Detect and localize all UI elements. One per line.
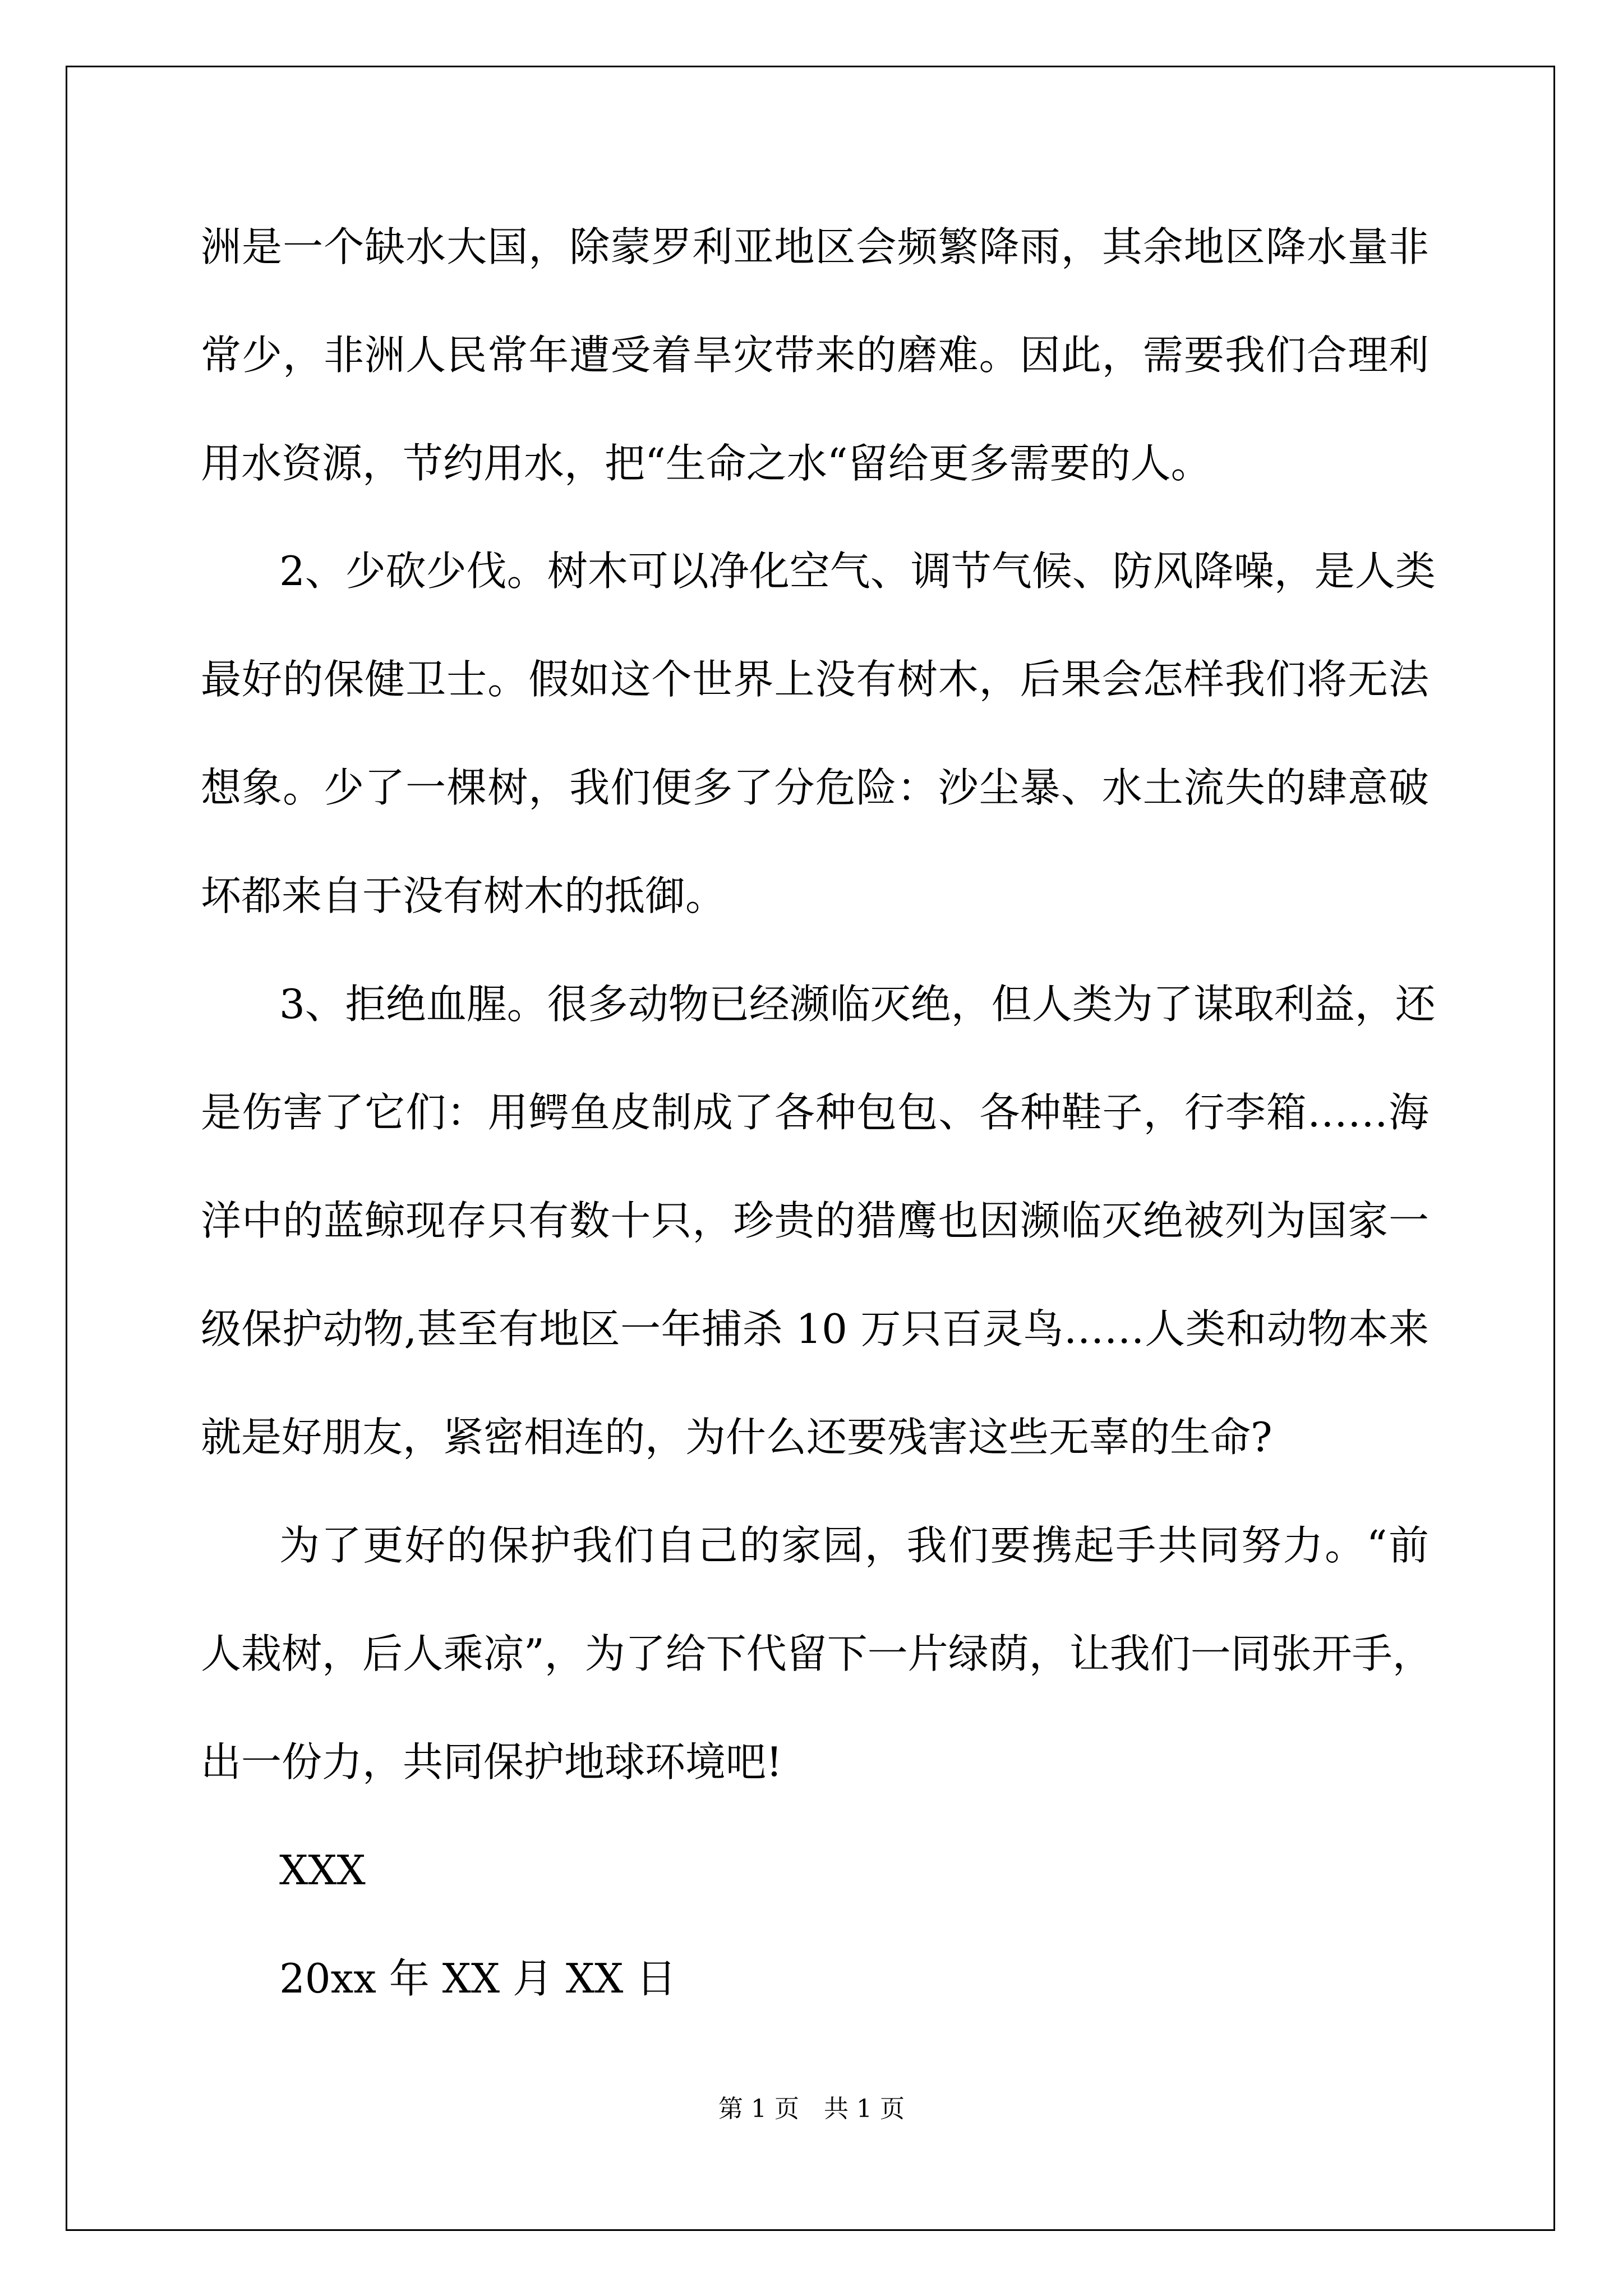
body-line: 洋中的蓝鲸现存只有数十只，珍贵的猎鹰也因濒临灭绝被列为国家一: [201, 1197, 1429, 1244]
body-line: 洲是一个缺水大国，除蒙罗利亚地区会频繁降雨，其余地区降水量非: [201, 223, 1429, 270]
signature-date: 20xx 年 XX 月 XX 日: [279, 1955, 677, 2002]
body-line: 人栽树，后人乘凉”，为了给下代留下一片绿荫，让我们一同张开手，: [201, 1630, 1433, 1677]
body-line: 最好的保健卫士。假如这个世界上没有树木，后果会怎样我们将无法: [201, 656, 1429, 703]
body-line: 出一份力，共同保护地球环境吧!: [201, 1738, 782, 1786]
body-line: 想象。少了一棵树，我们便多了分危险：沙尘暴、水土流失的肆意破: [201, 764, 1429, 811]
body-line: 就是好朋友，紧密相连的，为什么还要残害这些无辜的生命?: [201, 1414, 1272, 1461]
body-line: 坏都来自于没有树木的抵御。: [201, 872, 726, 919]
body-line: 级保护动物,甚至有地区一年捕杀 10 万只百灵鸟……人类和动物本来: [201, 1305, 1429, 1352]
signature-name: XXX: [279, 1847, 366, 1894]
body-line: 常少，非洲人民常年遭受着旱灾带来的磨难。因此，需要我们合理利: [201, 332, 1429, 379]
page-number-footer: 第 1 页 共 1 页: [718, 2095, 905, 2123]
paragraph-line: 为了更好的保护我们自己的家园，我们要携起手共同努力。“前: [279, 1522, 1429, 1569]
paragraph-line: 3、拒绝血腥。很多动物已经濒临灭绝，但人类为了谋取利益，还: [279, 981, 1436, 1028]
paragraph-line: 2、少砍少伐。树木可以净化空气、调节气候、防风降噪，是人类: [279, 547, 1436, 595]
body-line: 是伤害了它们：用鳄鱼皮制成了各种包包、各种鞋子，行李箱……海: [201, 1089, 1429, 1136]
body-line: 用水资源，节约用水，把“生命之水“留给更多需要的人。: [201, 440, 1211, 487]
